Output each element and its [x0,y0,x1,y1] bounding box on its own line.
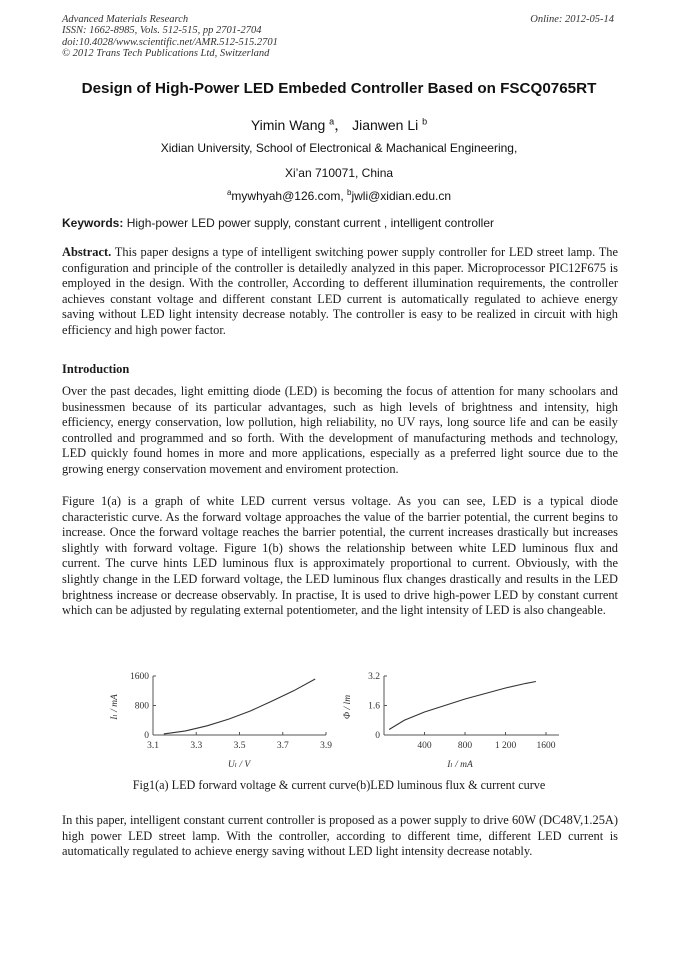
keywords-label: Keywords: [62,216,124,230]
keywords [62,216,618,230]
affiliation-line: Xidian University, School of Electronical & Machanical Engineering, [160,141,518,155]
email-superscript: b [347,188,352,197]
chart-a-series-line [164,679,315,734]
chart-b-y-label: Φ / lm [343,694,353,720]
issn-line: ISSN: 1662-8985, Vols. 512-515, pp 2701-2704 [62,25,262,37]
chart-a-x-label: Uₗ / V [227,760,251,770]
online-date: Online: 2012-05-14 [530,14,614,25]
x-tick-label: 1 200 [494,741,517,751]
y-tick-label: 1600 [130,672,149,682]
intro-paragraph-3: In this paper, intelligent constant current controller is proposed as a power supply to drive 60W (DC48V,1.25A) high power LED street lamp. With the controller, according to different time, different LED current is automatically regulated to achieve energy saving without LED light intensity decrease notably. [62,813,618,859]
chart-b-series-line [389,682,536,730]
author-name: Yimin Wang [250,117,326,133]
journal-header [62,14,618,60]
x-tick-label: 400 [417,741,432,751]
intro-paragraph-1: Over the past decades, light emitting diode (LED) is becoming the focus of attention for many schoolars and businessmen because of its particular advantages, such as high levels of brightness and intensity, high efficiency, energy conservation, low pollution, high reliability, no UV rays, long source life and can be easily controlled and programmed and so forth. With the development of manufacturing methods and technology, LED quickly found homes in more and more applications, especially as a preferred light source due to the growing energy conservation movement and enviroment protection. [62,384,618,476]
y-tick-label: 1.6 [368,701,380,712]
figure-caption: Fig1(a) LED forward voltage & current curve(b)LED luminous flux & current curve [132,778,546,792]
y-tick-label: 800 [134,701,149,712]
x-tick-label: 3.9 [320,741,332,751]
abstract-text: This paper designs a type of intelligent switching power supply controller for LED street lamp. The configuration and principle of the controller is detailedly analyzed in this paper. Microprocessor PIC12F675 is employed in the design. With the controller, According to defferent illumination requirements, the controller achieves constant voltage and different constant LED current is automatically regulated to achieve energy saving without LED light intensity decrease notably. The controller is easy to be realized in circuit with high efficiency and high power factor. [62,245,618,337]
chart-a-y-label: Iₗ / mA [110,694,120,720]
author-separator: ， [334,117,349,133]
author-superscript: b [422,116,428,127]
chart-b-x-label: Iₗ / mA [447,760,473,770]
x-tick-label: 800 [457,741,473,751]
doi-line: doi:10.4028/www.scientific.net/AMR.512-515.2701 [62,36,278,48]
y-tick-label: 0 [375,731,380,741]
figure-1a-chart [100,664,350,770]
author-line [0,115,678,135]
author-name: Jianwen Li [352,117,419,133]
abstract-label: Abstract. [62,245,112,259]
abstract-paragraph [62,245,618,339]
keywords-text: High-power LED power supply, constant current , intelligent controller [126,216,494,230]
email-address: mywhyah@126.com, [231,189,344,203]
figure-1b-chart [334,664,574,770]
email-superscript: a [226,188,232,197]
y-tick-label: 3.2 [368,672,380,682]
email-line [0,188,678,203]
journal-name: Advanced Materials Research [62,14,189,25]
x-tick-label: 3.1 [147,741,159,751]
x-tick-label: 3.5 [233,741,246,751]
x-tick-label: 3.7 [276,741,289,751]
paper-title: Design of High-Power LED Embeded Controller Based on FSCQ0765RT [81,80,597,97]
y-tick-label: 0 [144,731,149,741]
x-tick-label: 1600 [536,741,556,751]
intro-paragraph-2: Figure 1(a) is a graph of white LED current versus voltage. As you can see, LED is a typical diode characteristic curve. As the forward voltage approaches the value of the barrier potential, the current begins to increase. Once the forward voltage reaches the barrier potential, the current increases drastically but increases slightly with forward voltage. Figure 1(b) shows the relationship between white LED luminous flux and current. The curve hints LED luminous flux is approximately proportional to current. Obviously, with the slightly change in the LED forward voltage, the LED luminous flux changes drastically and results in the LED brightness increase or decrease observably. In practise, It is used to drive high-power LED by constant current which can be adjusted by regulating external potentiometer, and the light intensity of LED is also changeable. [62,494,618,618]
affiliation-city: Xi’an 710071, China [284,166,394,180]
copyright-line: © 2012 Trans Tech Publications Ltd, Switzerland [62,48,270,60]
author-superscript: a [329,116,335,127]
x-tick-label: 3.3 [190,741,203,751]
section-heading: Introduction [62,362,130,376]
email-address: jwli@xidian.edu.cn [351,189,452,203]
